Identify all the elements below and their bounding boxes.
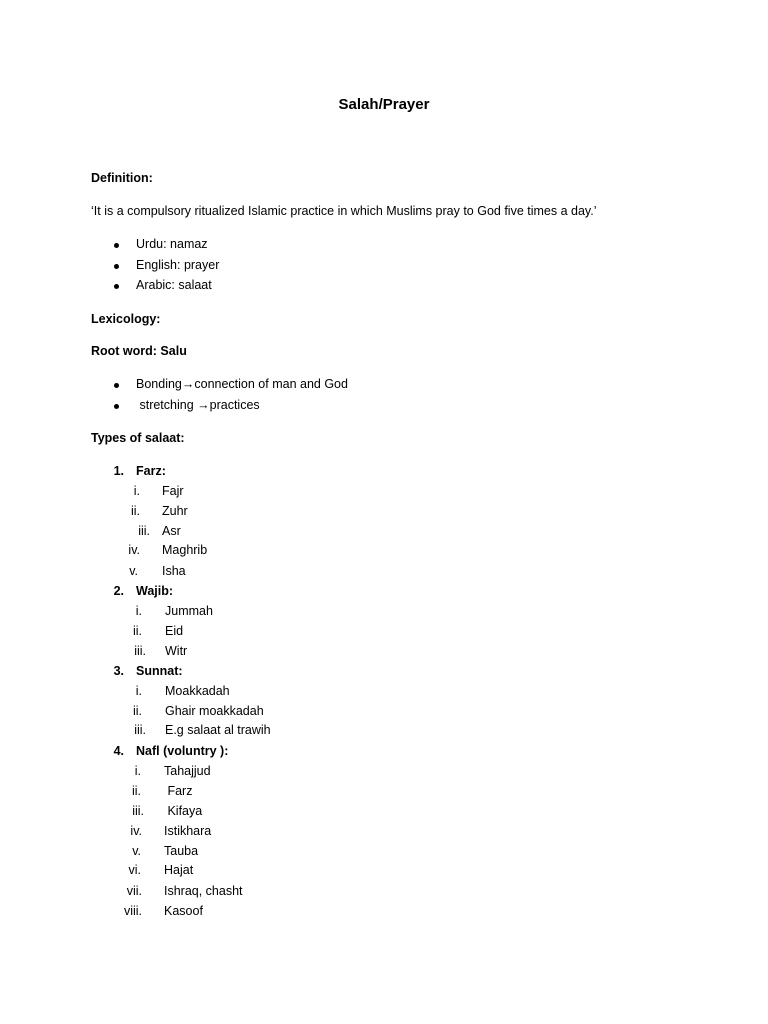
list-item: Moakkadah [165,684,230,698]
item-numeral: viii. [123,904,142,918]
list-item: Hajat [164,863,194,877]
item-numeral: ii. [132,624,142,638]
item-numeral: iii. [134,644,146,658]
bullet-dot [114,284,119,289]
list-item: stretching →practices [136,398,260,412]
list-item: Kasoof [164,904,203,918]
lexicology-heading: Lexicology: [91,312,161,326]
bullet-dot [114,264,119,269]
item-numeral: ii. [130,504,140,518]
group-label: Sunnat: [136,664,183,678]
item-numeral: iv. [130,824,142,838]
page-title: Salah/Prayer [338,96,430,113]
item-numeral: i. [133,484,140,498]
list-item: Witr [165,644,188,658]
list-item: Ghair moakkadah [165,704,264,718]
list-item: Kifaya [164,804,203,818]
group-number: 3. [113,664,124,678]
item-numeral: i. [135,684,142,698]
item-numeral: i. [134,764,141,778]
bullet-dot [114,383,119,388]
root-word: Root word: Salu [91,344,187,358]
item-numeral: iii. [134,723,146,737]
item-numeral: vii. [126,884,142,898]
definition-heading: Definition: [91,171,153,185]
group-label: Nafl (voluntry ): [136,744,229,758]
item-numeral: vi. [128,863,141,877]
list-item: Tahajjud [164,764,211,778]
list-item: Farz [164,784,193,798]
item-numeral: v. [129,564,138,578]
item-numeral: iii. [132,804,144,818]
list-item: Asr [162,524,181,538]
item-numeral: ii. [131,784,141,798]
list-item: Isha [162,564,186,578]
bullet-dot [114,243,119,248]
item-numeral: i. [135,604,142,618]
list-item: Eid [165,624,184,638]
list-item: Istikhara [164,824,212,838]
list-item: Arabic: salaat [136,278,212,292]
item-numeral: v. [132,844,141,858]
group-number: 2. [113,584,124,598]
definition-quote: ‘It is a compulsory ritualized Islamic practice in which Muslims pray to God five times a day.’ [91,204,597,218]
types-heading: Types of salaat: [91,431,185,445]
group-number: 4. [113,744,124,758]
item-numeral: iv. [128,543,140,557]
list-item: Zuhr [162,504,188,518]
list-item: Ishraq, chasht [164,884,243,898]
group-number: 1. [113,464,124,478]
list-item: Maghrib [162,543,208,557]
list-item: Jummah [165,604,213,618]
group-label: Farz: [136,464,166,478]
list-item: English: prayer [136,258,220,272]
list-item: Urdu: namaz [136,237,208,251]
item-numeral: iii. [138,524,150,538]
list-item: Tauba [164,844,199,858]
group-label: Wajib: [136,584,174,598]
bullet-dot [114,404,119,409]
list-item: Fajr [162,484,184,498]
list-item: Bonding→connection of man and God [136,377,348,391]
item-numeral: ii. [132,704,142,718]
list-item: E.g salaat al trawih [165,723,271,737]
